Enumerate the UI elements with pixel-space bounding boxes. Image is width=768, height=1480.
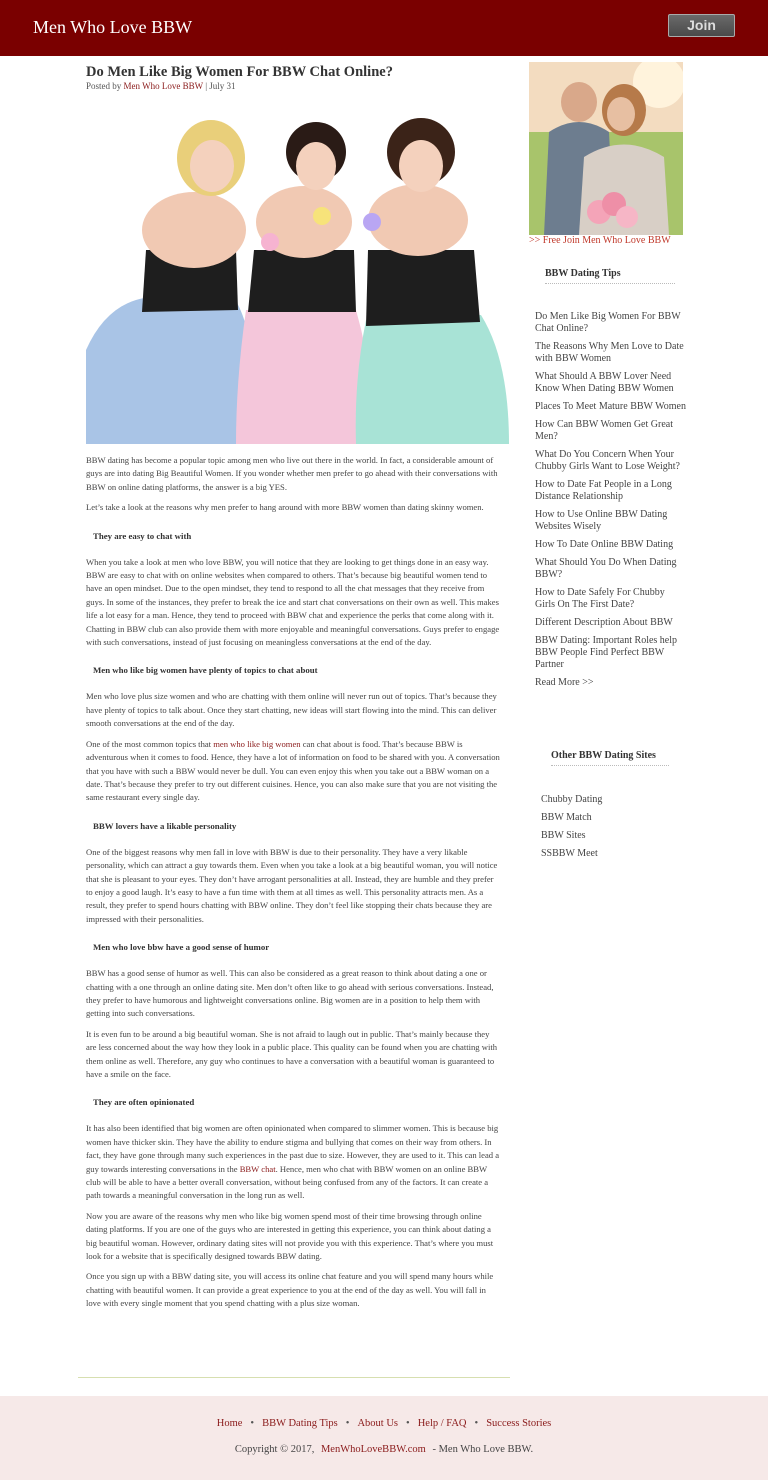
dating-tip-item[interactable] [535, 341, 687, 365]
dating-tip-item[interactable] [535, 587, 687, 611]
section-heading: Men who like big women have plenty of topics to chat about [93, 665, 318, 676]
footer-separator: • [250, 1418, 255, 1429]
footer-link-dating-tips[interactable]: BBW Dating Tips [262, 1418, 338, 1429]
read-more-item[interactable] [535, 677, 687, 689]
dating-tip-item[interactable] [535, 401, 687, 413]
article-paragraph [86, 1122, 500, 1202]
dating-tip-item[interactable] [535, 635, 687, 671]
site-header [0, 0, 768, 56]
section-heading: They are easy to chat with [93, 530, 192, 541]
copyright-prefix: Copyright © 2017, [234, 1444, 315, 1455]
footer-separator: • [474, 1418, 479, 1429]
other-site-item[interactable] [541, 848, 602, 860]
dating-tip-item[interactable] [535, 539, 687, 551]
article-paragraph: Once you sign up with a BBW dating site, you will access its online chat feature and you will spend many hours while chatting with beautiful women. It can provide a great experience to you at the end of the day as well. You will fall in love with every single moment that you spend chatting with a plus size woman. [86, 1271, 494, 1309]
dating-tip-item[interactable] [535, 449, 687, 473]
article-paragraph: One of the biggest reasons why men fall in love with BBW is due to their personality. They have a very likable personality, which can attract a guy towards them. Even when you take a look at a big beautiful woman, you will notice that she is pleasant to your eyes. They don’t have arrogant personalities at all. Instead, they are humble and they prefer to enjoy a good laugh. It’s easy to have a fun time with them at all times as well. This personality attracts men. As a result, they prefer to spend hours chatting with BBW online. They don’t feel like stopping their chats because they are impressed with their personalities. [86, 846, 498, 924]
dating-tip-item[interactable] [535, 311, 687, 335]
author-link[interactable]: Men Who Love BBW [123, 81, 203, 91]
footer-link-help-faq[interactable]: Help / FAQ [417, 1418, 467, 1429]
men-who-like-big-women-link[interactable]: men who like big women [213, 738, 301, 749]
article-body [86, 454, 500, 1318]
dating-tip-item[interactable] [535, 557, 687, 581]
dating-tip-link[interactable]: BBW Dating: Important Roles help BBW People Find Perfect BBW Partner [535, 635, 678, 670]
other-site-link[interactable]: Chubby Dating [541, 794, 603, 805]
dating-tip-link[interactable]: What Should A BBW Lover Need Know When Dating BBW Women [535, 371, 674, 394]
hero-image [86, 100, 509, 444]
free-join-link[interactable]: >> Free Join Men Who Love BBW [529, 235, 671, 246]
content-divider [78, 1377, 510, 1378]
section-heading: Men who love bbw have a good sense of humor [93, 942, 270, 953]
byline-separator: | [202, 81, 210, 91]
dating-tip-link[interactable]: How to Date Safely For Chubby Girls On The First Date? [535, 587, 665, 610]
paragraph-text: It has also been identified that big women are often opinionated when compared to slimmer women. This is because big women have thicker skin. They have the ability to endure stigma and bullying that comes on their way from others. In fact, they have gone through many such experiences in the past due to size. However, they are used to it. This can lead a guy towards interesting conversations in the [86, 1123, 500, 1174]
site-brand[interactable]: Men Who Love BBW [33, 17, 193, 37]
other-site-link[interactable]: BBW Match [541, 812, 592, 823]
dating-tip-link[interactable]: How to Use Online BBW Dating Websites Wisely [535, 509, 668, 532]
other-site-link[interactable]: BBW Sites [541, 830, 586, 841]
article-paragraph: Let’s take a look at the reasons why men prefer to hang around with more BBW women than dating skinny women. [86, 502, 484, 513]
article-paragraph: It is even fun to be around a big beautiful woman. She is not afraid to laugh out in public. That’s mainly because they are less concerned about the way how they look in a public place. This quality can be found when you are chatting with them online as well. Therefore, any guy who continues to have a conversation with a beautiful woman is guaranteed to have a smile on the face. [86, 1028, 498, 1079]
dating-tip-link[interactable]: How Can BBW Women Get Great Men? [535, 419, 673, 442]
byline-prefix: Posted by [86, 81, 124, 91]
dating-tip-link[interactable]: Do Men Like Big Women For BBW Chat Online? [535, 311, 681, 334]
article-paragraph: Men who love plus size women and who are chatting with them online will never run out of topics. That’s because they have plenty of topics to talk about. Once they start chatting, new ideas will start flowing into the mind. This can deliver smooth conversations at the end of the day. [86, 691, 497, 729]
post-date: July 31 [209, 81, 236, 91]
dating-tip-link[interactable]: How to Date Fat People in a Long Distance Relationship [535, 479, 672, 502]
other-site-link[interactable]: SSBBW Meet [541, 848, 598, 859]
dating-tip-link[interactable]: How To Date Online BBW Dating [535, 539, 674, 550]
dating-tip-link[interactable]: The Reasons Why Men Love to Date with BBW Women [535, 341, 684, 364]
other-site-item[interactable] [541, 794, 602, 806]
post-title: Do Men Like Big Women For BBW Chat Online? [86, 64, 393, 80]
footer-link-success-stories[interactable]: Success Stories [486, 1418, 552, 1429]
dating-tip-item[interactable] [535, 371, 687, 395]
other-site-item[interactable] [541, 812, 602, 824]
footer-separator: • [345, 1418, 350, 1429]
dating-tip-link[interactable]: What Do You Concern When Your Chubby Girls Want to Lose Weight? [535, 449, 680, 472]
article-paragraph [86, 738, 500, 805]
section-heading: They are often opinionated [93, 1097, 195, 1108]
footer-link-home[interactable]: Home [216, 1418, 243, 1429]
footer-link-about[interactable]: About Us [357, 1418, 399, 1429]
paragraph-text: . Hence, men who chat with BBW women on an online BBW club will be able to have a better overall conversation, without being confused from any of the factors. It can create a path towards a meaningful conversation in the long run as well. [86, 1163, 489, 1201]
paragraph-text: One of the most common topics that [86, 738, 214, 749]
dating-tips-list [535, 311, 687, 695]
bbw-chat-link[interactable]: BBW chat [239, 1163, 276, 1174]
site-footer [0, 1396, 768, 1480]
article-paragraph: When you take a look at men who love BBW, you will notice that they are looking to get things done in an easy way. BBW are easy to chat with on online websites when compared to others. That’s because big beautiful women tend to have an open mindset. Due to the open mindset, they tend to respond to all the chat messages that they receive from guys. In some of the instances, they prefer to break the ice and start chat conversations on their own as well. This makes life a lot easy for a man. Hence, they tend to proceed with BBW chat and experience the perks that come along with it. Chatting in BBW club can also provide them with more enjoyable and meaningful conversations. Guys prefer to engage with such conversations, instead of just focusing on meaningless conversations at the end of the day. [86, 556, 500, 648]
article-paragraph: BBW has a good sense of humor as well. This can also be considered as a great reason to think about dating a one or chatting with a one through an online dating site. Men don’t often like to go ahead with serious conversations. Instead, they prefer to have humorous and lightweight conversations online. Big women are in a position to help them with getting into such conversations. [86, 968, 494, 1019]
site-link[interactable]: MenWhoLoveBBW.com [320, 1444, 426, 1455]
article-paragraph: BBW dating has become a popular topic among men who live out there in the world. In fact, a considerable amount of guys are into dating Big Beautiful Women. If you wonder whether men prefer to go ahead with their conversations with BBW on online dating platforms, the answer is a big YES. [86, 455, 498, 492]
dating-tips-heading: BBW Dating Tips [545, 268, 675, 284]
dating-tip-item[interactable] [535, 419, 687, 443]
dating-tip-item[interactable] [535, 617, 687, 629]
copyright [0, 1444, 768, 1455]
join-button[interactable]: Join [668, 14, 735, 37]
post-byline [86, 81, 510, 92]
footer-nav [0, 1418, 768, 1429]
dating-tip-link[interactable]: Places To Meet Mature BBW Women [535, 401, 686, 412]
copyright-suffix: - Men Who Love BBW. [432, 1444, 534, 1455]
dating-tip-item[interactable] [535, 479, 687, 503]
couple-photo[interactable] [529, 62, 683, 235]
dating-tip-link[interactable]: What Should You Do When Dating BBW? [535, 557, 677, 580]
other-site-item[interactable] [541, 830, 602, 842]
dating-tip-link[interactable]: Different Description About BBW [535, 617, 673, 628]
sidebar [529, 62, 689, 247]
article-paragraph: Now you are aware of the reasons why men who like big women spend most of their time browsing through online dating platforms. If you are one of the guys who are interested in getting this experience, you can think about dating a big beautiful woman. However, ordinary dating sites will not provide you with this experience. That’s where you must look for a website that is specifically designed towards BBW dating. [86, 1210, 494, 1262]
paragraph-text: can chat about is food. That’s because BBW is adventurous when it comes to food. Hence, they have a lot of information on food to be shared with you. A conversation that you have with such a BBW would never be dull. You can even enjoy this when you take out a BBW woman on a date. That’s because they prefer to try out different cuisines. Hence, you can also make sure that you are not visiting the same restaurant every single day. [86, 738, 500, 803]
section-heading: BBW lovers have a likable personality [93, 820, 237, 831]
post-header [86, 64, 510, 92]
read-more-link[interactable]: Read More >> [535, 677, 594, 688]
other-sites-heading: Other BBW Dating Sites [551, 750, 669, 766]
dating-tip-item[interactable] [535, 509, 687, 533]
footer-separator: • [406, 1418, 410, 1429]
other-sites-list [541, 794, 602, 866]
